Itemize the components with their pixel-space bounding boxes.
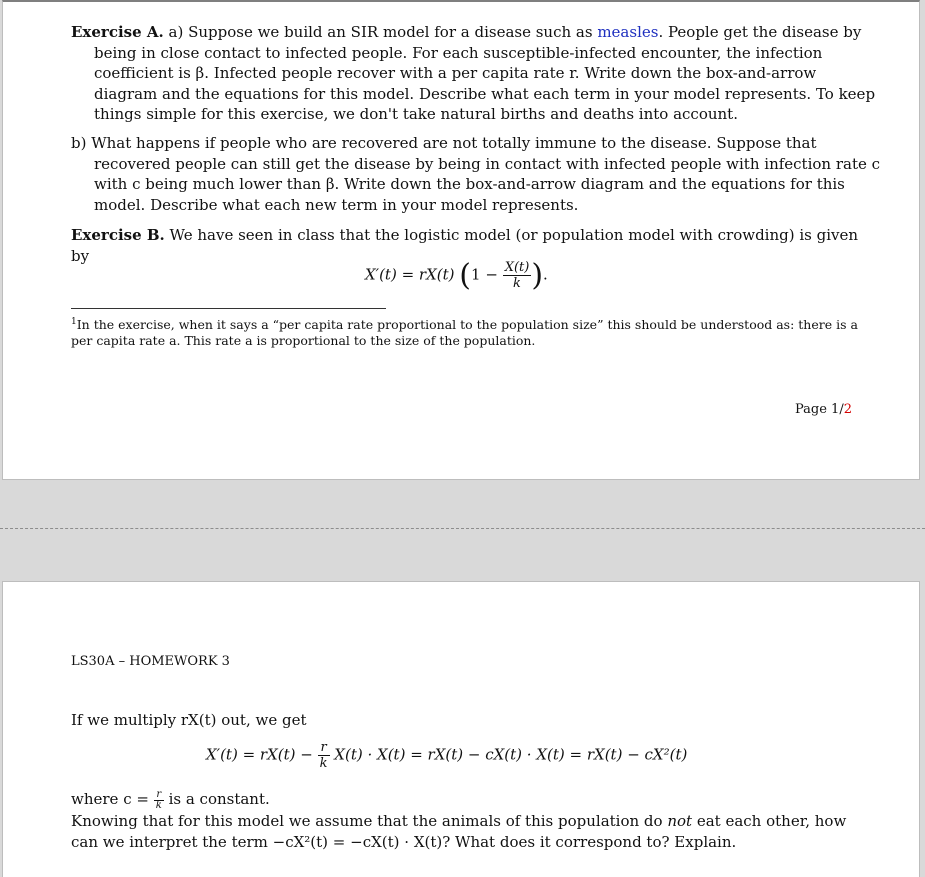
where-num: r xyxy=(154,790,164,801)
page-2 xyxy=(2,581,920,877)
running-header: LS30A – HOMEWORK 3 xyxy=(71,654,230,669)
page-total-link[interactable]: 2 xyxy=(843,402,852,417)
multiply-sentence: If we multiply rX(t) out, we get xyxy=(71,711,307,729)
exercise-a-part-b xyxy=(71,133,884,215)
exercise-a-title: Exercise A. xyxy=(71,23,164,41)
eq-period: . xyxy=(543,265,548,284)
exercise-a-text-pre: a) Suppose we build an SIR model for a disease such as xyxy=(168,23,598,41)
exercise-a-part-a xyxy=(71,22,884,125)
footnote-rule xyxy=(71,308,386,309)
logistic-equation: X′(t) = rX(t) (1 − $\frac{X(t)}{k}$ ). xyxy=(365,258,548,293)
where-den: k xyxy=(155,799,162,811)
exercise-b-title: Exercise B. xyxy=(71,226,165,244)
page-number xyxy=(795,400,852,421)
multiply-text xyxy=(71,710,861,731)
where-pre: where c = xyxy=(71,790,149,808)
eq-one-minus: 1 − xyxy=(471,265,498,284)
expanded-eq-den: k xyxy=(319,756,328,771)
expanded-equation xyxy=(206,740,687,771)
eq-left: X′(t) = rX(t) xyxy=(365,265,455,284)
eq-fraction xyxy=(503,260,532,291)
page-label: Page 1/ xyxy=(795,402,844,417)
measles-link[interactable]: measles xyxy=(597,23,659,41)
where-post: is a constant. xyxy=(168,790,270,808)
exercise-a-b-text: b) What happens if people who are recovered are not totally immune to the disease. Suppose that recovered people can still get the disease by being in contact with infected people with infection rate c with c being much lower than β. Write down the box-and-arrow diagram and the equations for this model. Describe what each new term in your model represents. xyxy=(71,134,881,214)
footnote-text: In the exercise, when it says a “per capita rate proportional to the population size” this should be understood as: there is a per capita rate a. This rate a is proportional to the size of the population. xyxy=(71,317,858,349)
question-post: eat each other, how can we interpret the term −cX²(t) = −cX(t) · X(t)? What does it correspond to? Explain. xyxy=(71,812,847,851)
question-paragraph xyxy=(71,811,861,852)
expanded-eq-right: X(t) · X(t) = rX(t) − cX(t) · X(t) = rX(t) − cX²(t) xyxy=(334,745,688,764)
expanded-eq-fraction xyxy=(318,740,330,771)
page-break-divider xyxy=(0,528,925,529)
question-pre: Knowing that for this model we assume that the animals of this population do xyxy=(71,812,668,830)
eq-denominator: k xyxy=(513,276,521,291)
where-fraction xyxy=(154,790,164,811)
exercise-a-text-post: . People get the disease by being in close contact to infected people. For each susceptible-infected encounter, the infection coefficient is β. Infected people recover with a per capita rate r. Write down the box-and-arrow diagram and the equations for this model. Describe what each term in your model represents. To keep things simple for this exercise, we don't take natural births and deaths into account. xyxy=(94,23,876,123)
page-1 xyxy=(2,0,920,480)
expanded-eq-num: r xyxy=(318,740,330,756)
footnote-mark: 1 xyxy=(71,317,77,327)
question-emphasis: not xyxy=(667,812,693,830)
exercise-b-text: We have seen in class that the logistic model (or population model with crowding) is given by xyxy=(71,226,859,265)
eq-numerator: X(t) xyxy=(504,260,530,275)
where-line xyxy=(71,789,861,811)
expanded-eq-left: X′(t) = rX(t) − xyxy=(206,745,313,764)
footnote xyxy=(71,314,861,349)
